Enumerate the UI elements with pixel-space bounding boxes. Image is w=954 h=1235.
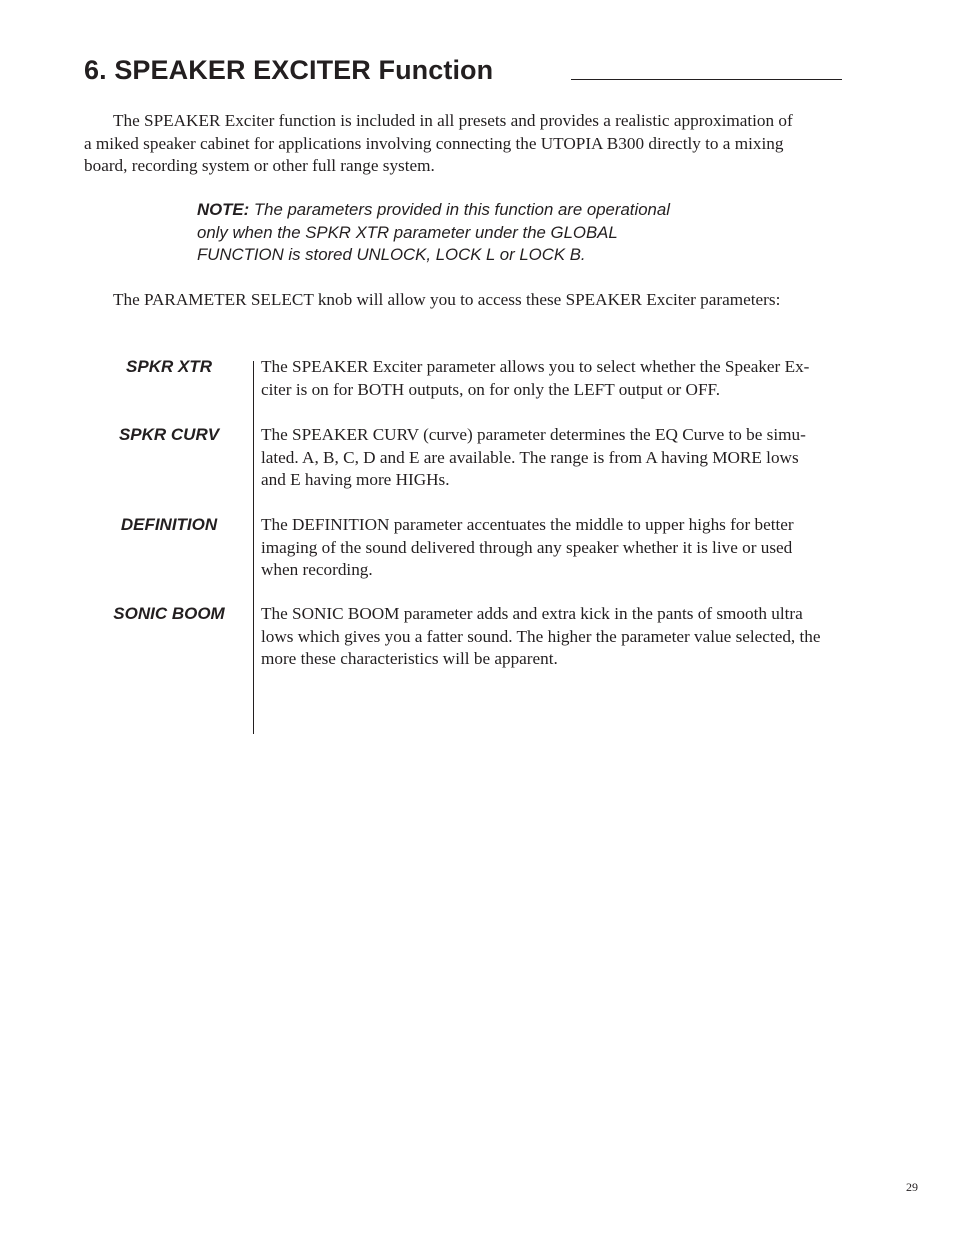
param-term-sonic-boom: SONIC BOOM	[113, 604, 225, 623]
desc-line: when recording.	[261, 560, 373, 579]
note-block	[197, 199, 757, 267]
param-desc-spkr-xtr	[261, 356, 873, 401]
note-label: NOTE:	[197, 200, 250, 219]
page-title: 6. SPEAKER EXCITER Function	[84, 55, 494, 85]
param-desc-sonic-boom	[261, 603, 873, 671]
note-line	[197, 199, 757, 222]
desc-line: and E having more HIGHs.	[261, 470, 450, 489]
intro-line: board, recording system or other full range system.	[84, 156, 435, 175]
column-divider	[253, 361, 254, 734]
param-term-definition: DEFINITION	[120, 515, 218, 534]
title-rule	[571, 79, 842, 80]
desc-line: imaging of the sound delivered through any speaker whether it is live or used	[261, 537, 793, 557]
page-number: 29	[906, 1180, 918, 1194]
param-term-spkr-xtr: SPKR XTR	[126, 357, 212, 376]
desc-line: lows which gives you a fatter sound. The higher the parameter value selected, the	[261, 626, 821, 646]
desc-line: The SPEAKER CURV (curve) parameter determines the EQ Curve to be simu-	[261, 425, 806, 444]
param-desc-spkr-curv	[261, 424, 873, 492]
desc-line: more these characteristics will be apparent.	[261, 649, 558, 668]
intro-line: a miked speaker cabinet for applications involving connecting the UTOPIA B300 directly to a mixing	[84, 133, 784, 153]
intro-paragraph	[84, 110, 874, 178]
desc-line: lated. A, B, C, D and E are available. The range is from A having MORE lows	[261, 447, 799, 467]
desc-line: citer is on for BOTH outputs, on for only the LEFT output or OFF.	[261, 379, 721, 399]
note-line: only when the SPKR XTR parameter under the GLOBAL	[197, 222, 618, 242]
note-text: The parameters provided in this function are operational	[249, 200, 670, 219]
param-desc-definition	[261, 514, 873, 582]
parameter-select-text: The PARAMETER SELECT knob will allow you to access these SPEAKER Exciter parameters:	[113, 290, 781, 309]
note-line: FUNCTION is stored UNLOCK, LOCK L or LOCK B.	[197, 245, 586, 264]
intro-line: The SPEAKER Exciter function is included in all presets and provides a realistic approximation of	[113, 111, 793, 130]
desc-line: The DEFINITION parameter accentuates the middle to upper highs for better	[261, 515, 794, 534]
desc-line: The SONIC BOOM parameter adds and extra kick in the pants of smooth ultra	[261, 604, 803, 623]
param-term-spkr-curv: SPKR CURV	[118, 425, 220, 444]
desc-line: The SPEAKER Exciter parameter allows you to select whether the Speaker Ex-	[261, 357, 810, 376]
